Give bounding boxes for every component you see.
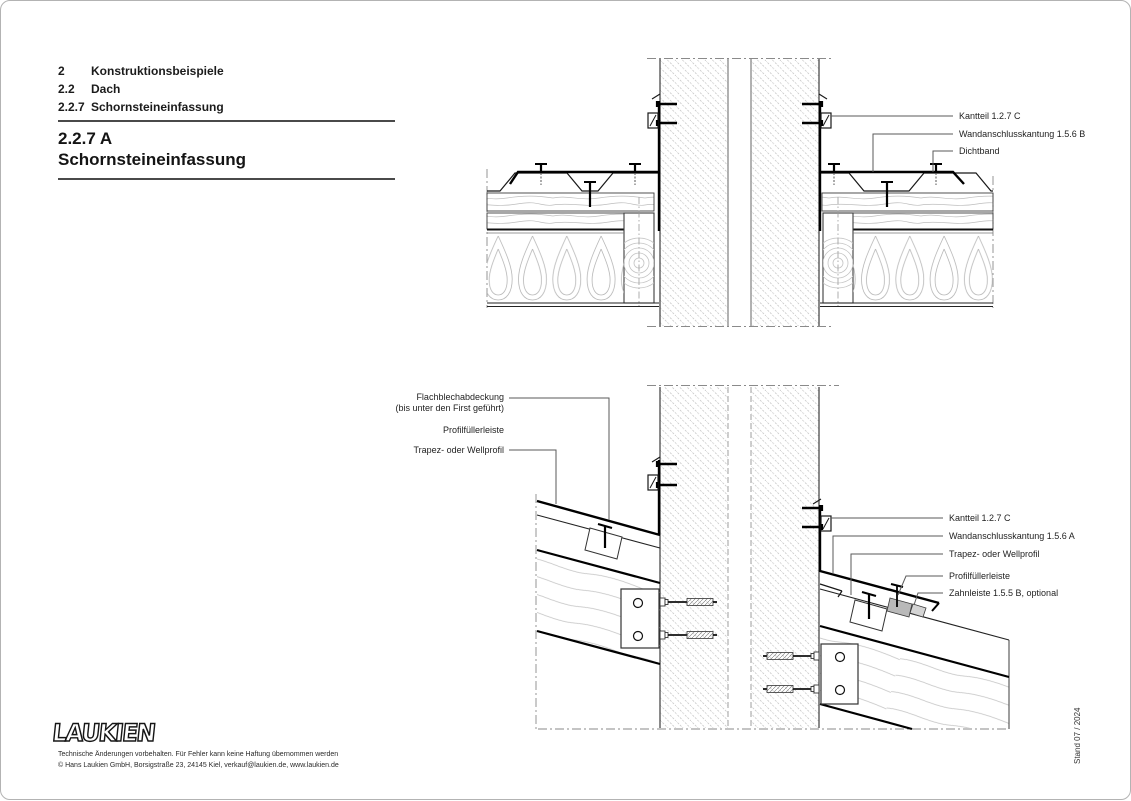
breadcrumb-level-2: [58, 82, 120, 96]
label-kantteil-bottom: Kantteil 1.2.7 C: [949, 513, 1011, 523]
roof-right-top: [802, 94, 993, 308]
company-logo: [50, 719, 160, 747]
chimney-walls-top: [647, 59, 833, 327]
label-line: (bis unter den First geführt): [395, 403, 504, 413]
page-title: Schornsteineinfassung: [58, 150, 246, 169]
label-flachblechabdeckung: [395, 392, 504, 414]
breadcrumb-label: Dach: [91, 82, 121, 96]
divider: [58, 120, 395, 122]
breadcrumb-number: 2.2: [58, 82, 75, 96]
label-line: Flachblechabdeckung: [416, 392, 504, 402]
label-trapez-left: Trapez- oder Wellprofil: [413, 445, 504, 455]
breadcrumb-label: Schornsteineinfassung: [91, 100, 224, 114]
breadcrumb-label: Konstruktionsbeispiele: [91, 64, 224, 78]
breadcrumb-level-3: [58, 100, 224, 114]
logo-text: LAUKIEN: [51, 719, 160, 747]
label-profilfuellerleiste-left: Profilfüllerleiste: [442, 425, 504, 435]
label-kantteil-top: Kantteil 1.2.7 C: [959, 111, 1021, 121]
label-wandanschlusskantung-bottom: Wandanschlusskantung 1.5.6 A: [949, 531, 1075, 541]
label-trapez-right: Trapez- oder Wellprofil: [949, 549, 1040, 559]
label-profilfuellerleiste-right: Profilfüllerleiste: [949, 571, 1011, 581]
disclaimer-line: Technische Änderungen vorbehalten. Für Fehler kann keine Haftung übernommen werden: [58, 751, 339, 758]
divider: [58, 178, 395, 180]
copyright-line: © Hans Laukien GmbH, Borsigstraße 23, 24145 Kiel, verkauf@laukien.de, www.laukien.de: [58, 761, 339, 769]
label-wandanschlusskantung-top: Wandanschlusskantung 1.5.6 B: [959, 129, 1086, 139]
detail-top-drawing: [487, 59, 993, 327]
revision-date: Stand 07 / 2024: [1073, 707, 1082, 764]
breadcrumb-number: 2.2.7: [58, 100, 85, 114]
label-dichtband: Dichtband: [959, 146, 1000, 156]
page-title-code: 2.2.7 A: [58, 129, 113, 148]
breadcrumb-number: 2: [58, 64, 65, 78]
detail-bottom-drawing: [536, 386, 1009, 730]
roof-left-top: [487, 94, 677, 308]
breadcrumb-level-1: [58, 64, 224, 78]
label-zahnleiste: Zahnleiste 1.5.5 B, optional: [949, 588, 1059, 598]
